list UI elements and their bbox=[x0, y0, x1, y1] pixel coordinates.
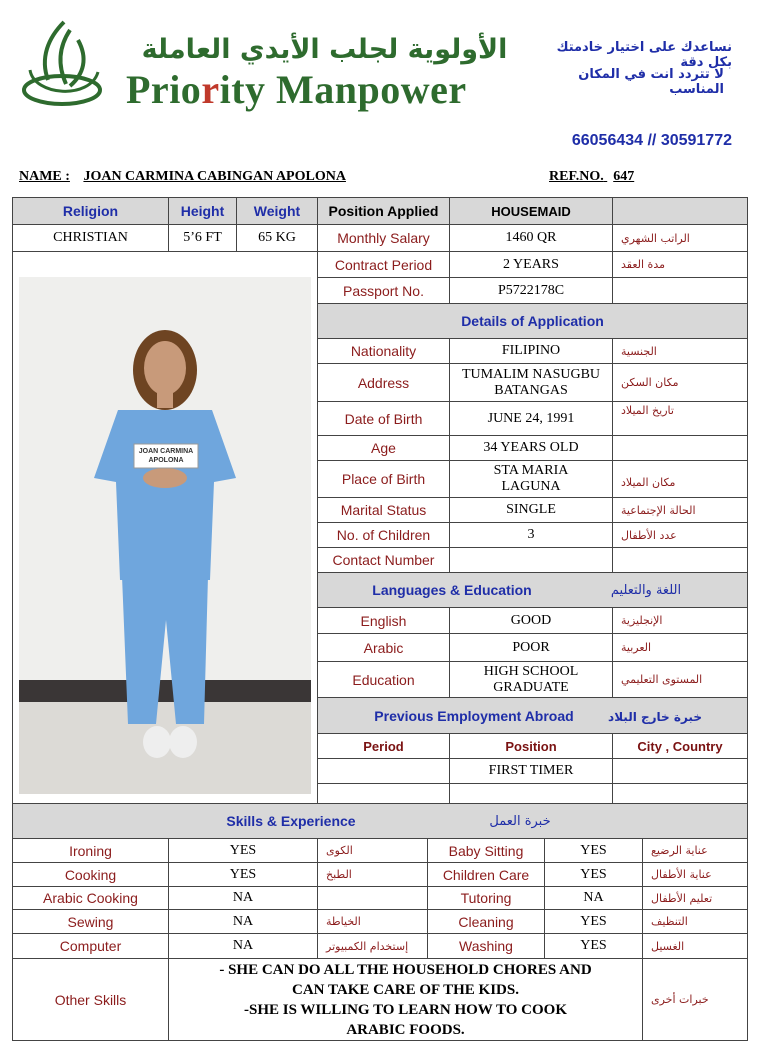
skill-computer-label: Computer bbox=[59, 938, 122, 954]
other-skills-label: Other Skills bbox=[54, 991, 127, 1008]
skill-children-care-arabic: عناية الأطفال bbox=[651, 868, 712, 881]
skill-arabic-cooking-label: Arabic Cooking bbox=[43, 890, 138, 906]
ref-label: REF.NO. bbox=[549, 169, 604, 184]
skill-cleaning-arabic: التنظيف bbox=[651, 915, 688, 928]
salary-arabic: الراتب الشهري bbox=[621, 231, 690, 245]
address-label: Address bbox=[357, 374, 410, 391]
slogan-line-1: نساعدك على اختيار خادمتك بكل دقة bbox=[556, 40, 732, 70]
marital-arabic: الحالة الإجتماعية bbox=[621, 503, 696, 517]
address-value: TUMALIM NASUGBU BATANGAS bbox=[461, 366, 601, 398]
contract-arabic: مدة العقد bbox=[621, 258, 665, 271]
phone-numbers: 66056434 // 30591772 bbox=[571, 132, 732, 149]
marital-value: SINGLE bbox=[506, 502, 556, 517]
height-header: Height bbox=[180, 203, 225, 219]
skill-baby-sitting-label: Baby Sitting bbox=[448, 842, 524, 859]
dob-value: JUNE 24, 1991 bbox=[487, 410, 575, 426]
details-section-title: Details of Application bbox=[461, 313, 604, 329]
education-label: Education bbox=[352, 671, 415, 688]
skill-washing-label: Washing bbox=[459, 938, 513, 954]
age-label: Age bbox=[371, 440, 396, 456]
children-label: No. of Children bbox=[336, 527, 431, 543]
skill-ironing-label: Ironing bbox=[69, 842, 112, 859]
nationality-value: FILIPINO bbox=[501, 343, 561, 358]
col-position: Position bbox=[505, 738, 557, 754]
salary-label: Monthly Salary bbox=[337, 230, 430, 246]
contract-label: Contract Period bbox=[334, 256, 433, 273]
position-applied-label: Position Applied bbox=[328, 203, 439, 219]
pob-value: STA MARIA LAGUNA bbox=[493, 463, 569, 494]
skill-children-care-value: YES bbox=[580, 866, 607, 882]
skill-tutoring-value: NA bbox=[583, 890, 604, 905]
passport-value: P5722178C bbox=[497, 282, 565, 298]
english-arabic: الإنجليزية bbox=[621, 614, 663, 627]
languages-title-arabic: اللغة والتعليم bbox=[610, 582, 682, 598]
skill-ironing-arabic: الكوى bbox=[326, 844, 353, 857]
skill-arabic-cooking-value: NA bbox=[232, 890, 254, 905]
skill-sewing-arabic: الخياطة bbox=[326, 915, 361, 928]
skill-cleaning-value: YES bbox=[580, 913, 607, 929]
other-skills-text: - SHE CAN DO ALL THE HOUSEHOLD CHORES AND CAN TAKE CARE OF THE KIDS. -SHE IS WILLING TO LEARN HOW TO COOK ARABIC FOODS. bbox=[219, 962, 592, 1038]
skill-washing-arabic: الغسيل bbox=[651, 939, 685, 953]
english-value: GOOD bbox=[510, 612, 552, 628]
employment-title-arabic: خبرة خارج البلاد bbox=[608, 710, 702, 724]
logo-arabic-name: الأولوية لجلب الأيدي العاملة bbox=[141, 34, 508, 65]
applicant-photo bbox=[19, 277, 311, 794]
col-city-country: City , Country bbox=[637, 738, 723, 754]
passport-label: Passport No. bbox=[343, 282, 424, 299]
skill-tutoring-arabic: تعليم الأطفال bbox=[651, 891, 713, 905]
skills-title-arabic: خبرة العمل bbox=[489, 813, 551, 829]
languages-title: Languages & Education bbox=[372, 582, 532, 598]
employment-title: Previous Employment Abroad bbox=[374, 707, 574, 724]
education-value: HIGH SCHOOL GRADUATE bbox=[483, 663, 579, 695]
skill-ironing-value: YES bbox=[229, 842, 257, 858]
skill-baby-sitting-arabic: عناية الرضيع bbox=[651, 844, 708, 857]
contract-value: 2 YEARS bbox=[503, 256, 559, 272]
address-arabic: مكان السكن bbox=[621, 376, 679, 389]
skill-children-care-label: Children Care bbox=[442, 866, 530, 883]
skill-washing-value: YES bbox=[580, 938, 607, 953]
arabic-value: POOR bbox=[512, 639, 550, 655]
pob-arabic: مكان الميلاد bbox=[621, 476, 676, 489]
company-logo-icon bbox=[24, 22, 100, 104]
arabic-label: Arabic bbox=[363, 639, 404, 656]
weight-header: Weight bbox=[253, 203, 301, 219]
ref-row bbox=[549, 169, 634, 185]
skill-sewing-label: Sewing bbox=[67, 913, 114, 930]
contact-label: Contact Number bbox=[332, 552, 435, 568]
skill-cooking-arabic: الطبخ bbox=[326, 868, 352, 881]
children-arabic: عدد الأطفال bbox=[621, 528, 677, 542]
skill-computer-value: NA bbox=[232, 938, 254, 953]
age-value: 34 YEARS OLD bbox=[483, 440, 579, 455]
col-period: Period bbox=[363, 738, 404, 754]
slogan-line-2: لا تتردد انت في المكان المناسب bbox=[578, 67, 724, 97]
dob-arabic: تاريخ الميلاد bbox=[621, 403, 674, 417]
other-skills-arabic: خبرات أخرى bbox=[651, 993, 709, 1006]
skill-cooking-label: Cooking bbox=[64, 866, 117, 883]
children-value: 3 bbox=[527, 527, 535, 542]
dob-label: Date of Birth bbox=[344, 410, 423, 427]
skills-title: Skills & Experience bbox=[226, 813, 356, 829]
name-value: JOAN CARMINA CABINGAN APOLONA bbox=[83, 169, 346, 184]
religion-value: CHRISTIAN bbox=[53, 230, 128, 245]
skill-cleaning-label: Cleaning bbox=[458, 913, 514, 930]
skill-baby-sitting-value: YES bbox=[580, 842, 607, 858]
skill-computer-arabic: إستخدام الكمبيوتر bbox=[326, 939, 409, 953]
arabic-arabic: العربية bbox=[621, 641, 652, 654]
position-applied-value: HOUSEMAID bbox=[491, 203, 571, 219]
name-row bbox=[19, 169, 346, 185]
weight-value: 65 KG bbox=[258, 230, 296, 245]
nationality-arabic: الجنسية bbox=[621, 344, 657, 358]
logo-english-name: Priority Manpower bbox=[126, 67, 467, 112]
name-label: NAME : bbox=[19, 169, 70, 184]
employment-row-1-position: FIRST TIMER bbox=[488, 763, 574, 778]
skill-sewing-value: NA bbox=[232, 913, 254, 929]
religion-header: Religion bbox=[62, 203, 119, 219]
photo-name-card: JOAN CARMINA APOLONA bbox=[138, 448, 194, 464]
english-label: English bbox=[360, 612, 407, 629]
skill-cooking-value: YES bbox=[229, 866, 257, 882]
nationality-label: Nationality bbox=[350, 343, 417, 359]
education-arabic: المستوى التعليمي bbox=[621, 673, 703, 686]
ref-value: 647 bbox=[613, 169, 635, 184]
salary-value: 1460 QR bbox=[505, 230, 557, 245]
height-value: 5’6 FT bbox=[183, 230, 222, 245]
pob-label: Place of Birth bbox=[341, 471, 426, 487]
marital-label: Marital Status bbox=[340, 502, 427, 518]
skill-tutoring-label: Tutoring bbox=[460, 890, 512, 906]
